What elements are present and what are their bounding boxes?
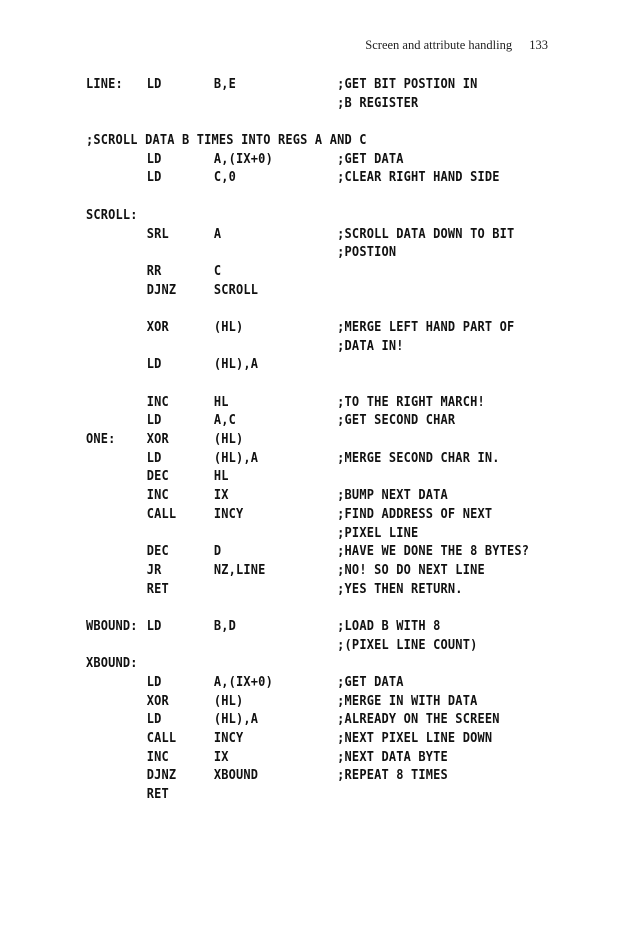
code-line bbox=[86, 675, 564, 694]
code-mnemonic: XOR bbox=[146, 319, 169, 335]
code-comment: ;ALREADY ON THE SCREEN bbox=[337, 712, 500, 728]
code-operand: IX bbox=[213, 488, 229, 504]
code-line bbox=[86, 768, 564, 787]
code-mnemonic: RET bbox=[146, 581, 169, 597]
blank-line bbox=[86, 301, 564, 320]
code-mnemonic: LD bbox=[146, 77, 162, 92]
code-line bbox=[86, 245, 564, 264]
code-mnemonic: LD bbox=[146, 618, 162, 634]
code-line bbox=[86, 133, 564, 152]
code-label: XBOUND: bbox=[86, 656, 138, 672]
code-mnemonic: LD bbox=[146, 170, 162, 186]
code-label: LINE: bbox=[86, 77, 123, 92]
code-comment: ;MERGE IN WITH DATA bbox=[337, 693, 478, 709]
code-operand: HL bbox=[213, 469, 229, 485]
code-comment: ;GET DATA bbox=[337, 151, 404, 167]
code-comment: ;BUMP NEXT DATA bbox=[337, 488, 448, 504]
code-comment: ;GET BIT POSTION IN bbox=[337, 77, 478, 92]
code-line bbox=[86, 544, 564, 563]
code-line bbox=[86, 656, 564, 675]
code-operand: A,(IX+0) bbox=[213, 675, 273, 690]
code-line bbox=[86, 488, 564, 507]
code-line bbox=[86, 96, 564, 115]
code-comment: ;REPEAT 8 TIMES bbox=[337, 768, 448, 784]
code-line bbox=[86, 451, 564, 470]
code-operand: (HL),A bbox=[213, 450, 259, 466]
code-comment: ;HAVE WE DONE THE 8 BYTES? bbox=[337, 544, 530, 560]
code-label: SCROLL: bbox=[86, 207, 138, 223]
code-line bbox=[86, 77, 564, 96]
code-comment: ;POSTION bbox=[337, 245, 397, 261]
code-comment: ;NO! SO DO NEXT LINE bbox=[337, 562, 485, 578]
code-line bbox=[86, 283, 564, 302]
code-comment: ;NEXT PIXEL LINE DOWN bbox=[337, 731, 493, 747]
code-comment: ;GET SECOND CHAR bbox=[337, 413, 456, 429]
code-operand: SCROLL bbox=[213, 282, 259, 298]
code-mnemonic: LD bbox=[146, 357, 162, 373]
code-mnemonic: LD bbox=[146, 675, 162, 690]
code-mnemonic: JR bbox=[146, 562, 162, 578]
code-operand: C,0 bbox=[213, 170, 237, 186]
section-comment: ;SCROLL DATA B TIMES INTO REGS A AND C bbox=[86, 133, 367, 149]
code-comment: ;GET DATA bbox=[337, 675, 404, 690]
code-line bbox=[86, 469, 564, 488]
running-title: Screen and attribute handling bbox=[365, 38, 513, 52]
code-comment: ;B REGISTER bbox=[337, 95, 419, 111]
code-operand: (HL) bbox=[213, 693, 244, 709]
code-operand: INCY bbox=[213, 506, 244, 522]
code-operand: C bbox=[213, 263, 222, 279]
code-mnemonic: DEC bbox=[146, 544, 169, 560]
code-mnemonic: LD bbox=[146, 712, 162, 728]
code-mnemonic: XOR bbox=[146, 432, 169, 448]
blank-line bbox=[86, 376, 564, 395]
code-mnemonic: DJNZ bbox=[146, 282, 177, 298]
code-line bbox=[86, 787, 564, 806]
code-line bbox=[86, 339, 564, 358]
blank-line bbox=[86, 600, 564, 619]
code-mnemonic: XOR bbox=[146, 693, 169, 709]
code-operand: INCY bbox=[213, 731, 244, 747]
assembly-listing bbox=[86, 77, 564, 806]
blank-line bbox=[86, 189, 564, 208]
code-line bbox=[86, 526, 564, 545]
code-operand: HL bbox=[213, 394, 229, 410]
code-comment: ;YES THEN RETURN. bbox=[337, 581, 463, 597]
code-mnemonic: LD bbox=[146, 151, 162, 167]
code-mnemonic: INC bbox=[146, 394, 169, 410]
code-label: ONE: bbox=[86, 432, 116, 448]
code-mnemonic: SRL bbox=[146, 226, 169, 242]
code-operand: IX bbox=[213, 749, 229, 765]
code-comment: ;SCROLL DATA DOWN TO BIT bbox=[337, 226, 515, 242]
code-mnemonic: DEC bbox=[146, 469, 169, 485]
code-comment: ;TO THE RIGHT MARCH! bbox=[337, 394, 485, 410]
code-operand: (HL) bbox=[213, 432, 244, 448]
code-operand: A bbox=[213, 226, 222, 242]
code-comment: ;DATA IN! bbox=[337, 338, 404, 354]
code-operand: A,C bbox=[213, 413, 237, 429]
page-number: 133 bbox=[529, 38, 548, 52]
code-line bbox=[86, 712, 564, 731]
code-operand: B,D bbox=[213, 618, 237, 634]
code-line bbox=[86, 694, 564, 713]
code-operand: (HL),A bbox=[213, 357, 259, 373]
blank-line bbox=[86, 114, 564, 133]
code-mnemonic: RR bbox=[146, 263, 162, 279]
code-comment: ;(PIXEL LINE COUNT) bbox=[337, 637, 478, 653]
code-mnemonic: LD bbox=[146, 413, 162, 429]
code-mnemonic: INC bbox=[146, 488, 169, 504]
code-mnemonic: LD bbox=[146, 450, 162, 466]
code-comment: ;PIXEL LINE bbox=[337, 525, 419, 541]
code-line bbox=[86, 413, 564, 432]
code-line bbox=[86, 507, 564, 526]
code-mnemonic: RET bbox=[146, 787, 169, 803]
code-line bbox=[86, 320, 564, 339]
code-comment: ;FIND ADDRESS OF NEXT bbox=[337, 506, 493, 522]
code-line bbox=[86, 731, 564, 750]
code-mnemonic: CALL bbox=[146, 506, 177, 522]
code-line bbox=[86, 208, 564, 227]
code-line bbox=[86, 582, 564, 601]
code-operand: XBOUND bbox=[213, 768, 259, 784]
code-comment: ;NEXT DATA BYTE bbox=[337, 749, 448, 765]
code-line bbox=[86, 264, 564, 283]
code-mnemonic: DJNZ bbox=[146, 768, 177, 784]
code-line bbox=[86, 432, 564, 451]
code-label: WBOUND: bbox=[86, 618, 138, 634]
code-line bbox=[86, 357, 564, 376]
running-head bbox=[365, 38, 548, 53]
code-operand: D bbox=[213, 544, 222, 560]
code-comment: ;LOAD B WITH 8 bbox=[337, 618, 441, 634]
code-comment: ;MERGE SECOND CHAR IN. bbox=[337, 450, 500, 466]
code-line bbox=[86, 638, 564, 657]
code-mnemonic: INC bbox=[146, 749, 169, 765]
code-line bbox=[86, 152, 564, 171]
code-operand: NZ,LINE bbox=[213, 562, 266, 578]
code-operand: (HL) bbox=[213, 319, 244, 335]
code-line bbox=[86, 227, 564, 246]
code-line bbox=[86, 395, 564, 414]
code-line bbox=[86, 750, 564, 769]
code-mnemonic: CALL bbox=[146, 731, 177, 747]
code-operand: A,(IX+0) bbox=[213, 151, 273, 167]
code-operand: (HL),A bbox=[213, 712, 259, 728]
code-line bbox=[86, 619, 564, 638]
code-operand: B,E bbox=[213, 77, 237, 92]
code-line bbox=[86, 563, 564, 582]
code-comment: ;MERGE LEFT HAND PART OF bbox=[337, 319, 515, 335]
code-line bbox=[86, 170, 564, 189]
code-comment: ;CLEAR RIGHT HAND SIDE bbox=[337, 170, 500, 186]
